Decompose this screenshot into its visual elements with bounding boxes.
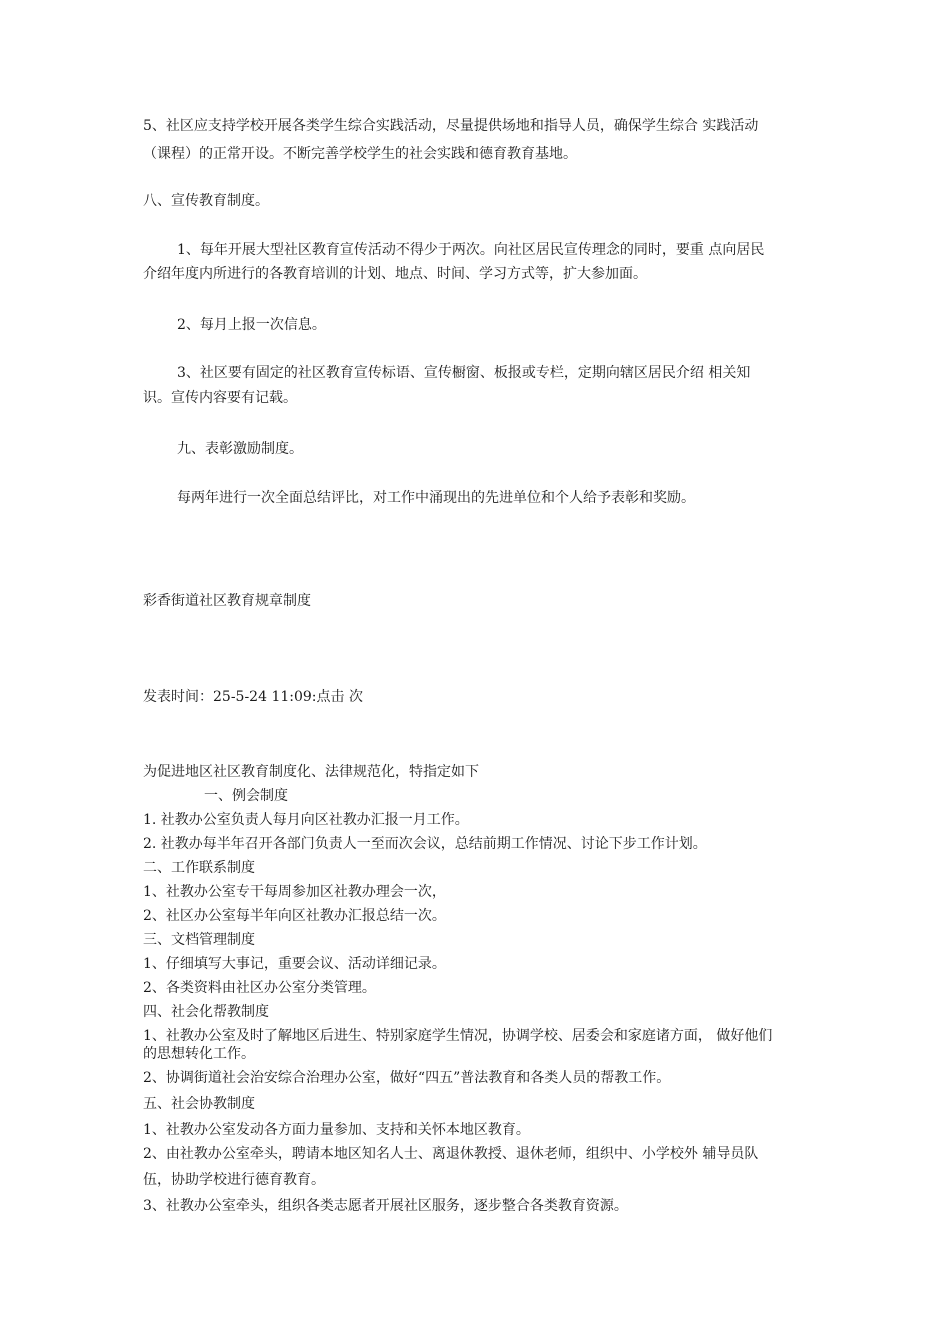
section-heading: 四、社会化帮教制度 bbox=[143, 1004, 269, 1020]
list-item: 2、社区办公室每半年向区社教办汇报总结一次。 bbox=[143, 908, 446, 924]
publish-time: 发表时间：25-5-24 11:09:点击 次 bbox=[143, 689, 363, 705]
list-item: 2、各类资料由社区办公室分类管理。 bbox=[143, 980, 376, 996]
section-heading: 九、表彰激励制度。 bbox=[177, 441, 303, 457]
list-item: 的思想转化工作。 bbox=[143, 1046, 255, 1062]
paragraph-line: （课程）的正常开设。不断完善学校学生的社会实践和德育教育基地。 bbox=[143, 146, 577, 162]
document-title: 彩香街道社区教育规章制度 bbox=[143, 593, 311, 609]
paragraph-line: 识。宣传内容要有记载。 bbox=[143, 390, 297, 406]
paragraph-line: 2、每月上报一次信息。 bbox=[177, 317, 326, 333]
list-item: 伍，协助学校进行德育教育。 bbox=[143, 1172, 325, 1188]
section-heading: 二、工作联系制度 bbox=[143, 860, 255, 876]
list-item: 2、协调街道社会治安综合治理办公室，做好“四五”普法教育和各类人员的帮教工作。 bbox=[143, 1070, 671, 1086]
section-heading: 三、文档管理制度 bbox=[143, 932, 255, 948]
paragraph-line: 5、社区应支持学校开展各类学生综合实践活动，尽量提供场地和指导人员，确保学生综合 实践活动 bbox=[143, 118, 759, 134]
paragraph-line: 3、社区要有固定的社区教育宣传标语、宣传橱窗、板报或专栏，定期向辖区居民介绍 相关知 bbox=[177, 365, 751, 381]
list-item: 1、社教办公室发动各方面力量参加、支持和关怀本地区教育。 bbox=[143, 1122, 530, 1138]
list-item: 1、社教办公室专干每周参加区社教办理会一次， bbox=[143, 884, 446, 900]
section-heading: 五、社会协教制度 bbox=[143, 1096, 255, 1112]
paragraph-line: 每两年进行一次全面总结评比，对工作中涌现出的先进单位和个人给予表彰和奖励。 bbox=[177, 490, 695, 506]
list-item: 2. 社教办每半年召开各部门负责人一至而次会议，总结前期工作情况、讨论下步工作计划。 bbox=[143, 836, 707, 852]
section-heading: 八、宣传教育制度。 bbox=[143, 193, 269, 209]
paragraph-line: 介绍年度内所进行的各教育培训的计划、地点、时间、学习方式等，扩大参加面。 bbox=[143, 266, 647, 282]
list-item: 3、社教办公室牵头，组织各类志愿者开展社区服务，逐步整合各类教育资源。 bbox=[143, 1198, 628, 1214]
list-item: 2、由社教办公室牵头，聘请本地区知名人士、离退休教授、退休老师，组织中、小学校外 辅导员队 bbox=[143, 1146, 759, 1162]
list-item: 1. 社教办公室负责人每月向区社教办汇报一月工作。 bbox=[143, 812, 469, 828]
list-item: 1、社教办公室及时了解地区后进生、特别家庭学生情况，协调学校、居委会和家庭诸方面， 做好他们 bbox=[143, 1028, 773, 1044]
list-item: 1、仔细填写大事记，重要会议、活动详细记录。 bbox=[143, 956, 446, 972]
intro-line: 为促进地区社区教育制度化、法律规范化，特指定如下 bbox=[143, 764, 479, 780]
paragraph-line: 1、每年开展大型社区教育宣传活动不得少于两次。向社区居民宣传理念的同时，要重 点向居民 bbox=[177, 242, 765, 258]
section-heading: 一、例会制度 bbox=[204, 788, 288, 804]
